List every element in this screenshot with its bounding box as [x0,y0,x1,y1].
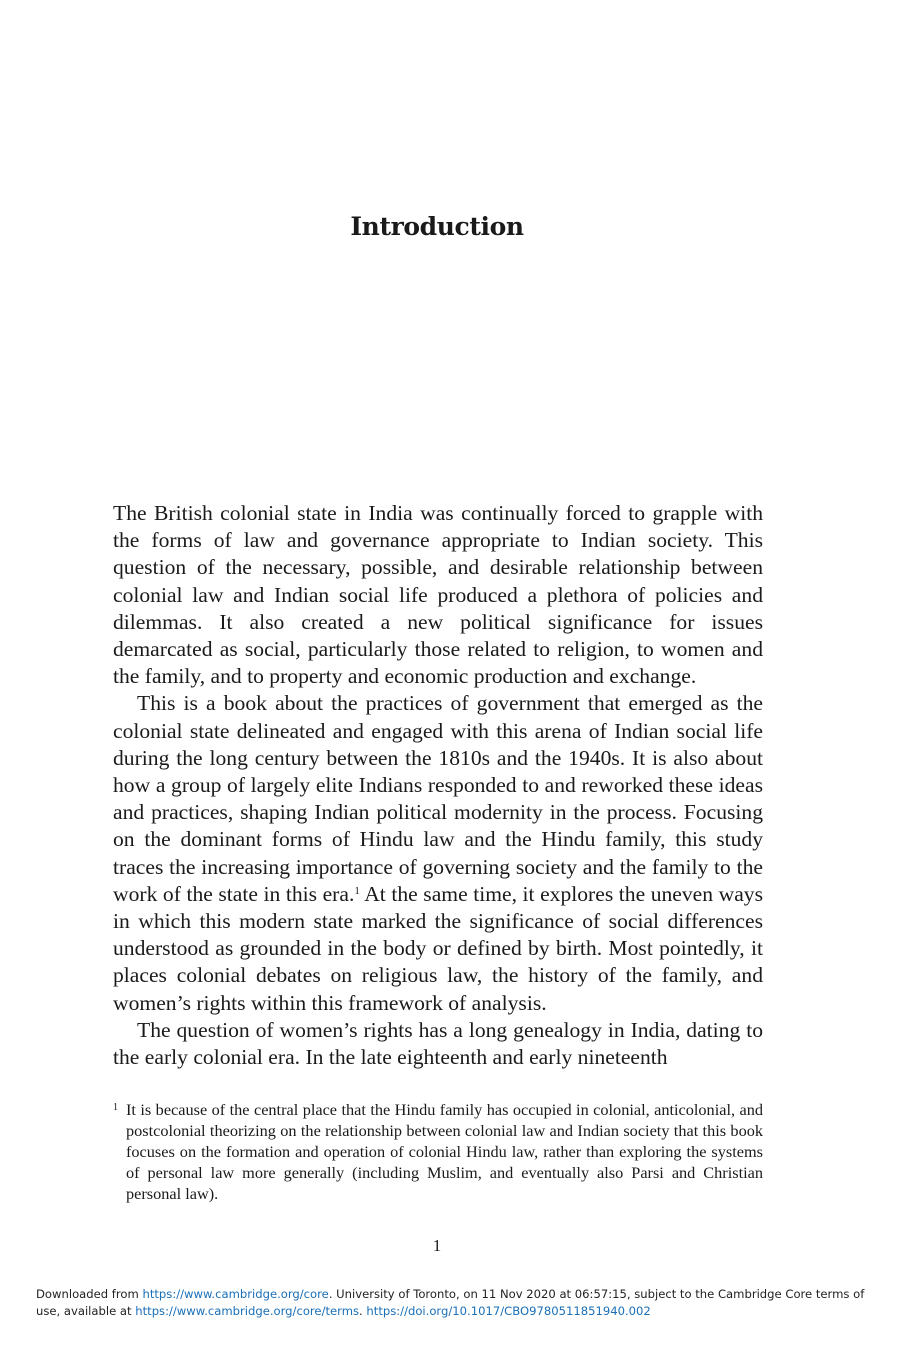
paragraph-1: The British colonial state in India was continually forced to grapple with the forms of law and governance appropriate to Indian society. This question of the necessary, possible, and desirable relationship between colonial law and Indian social life produced a plethora of policies and dilemmas. It also created a new political significance for issues demarcated as social, particularly those related to religion, to women and the family, and to property and economic production and exchange. [113,501,763,689]
paragraph-2-part-2: At the same time, it explores the uneven ways in which this modern state marked the significance of social differences understood as grounded in the body or defined by birth. Most pointedly, it places colonial debates on religious law, the history of the family, and women’s rights within this framework of analysis. [113,881,763,1015]
page-number: 1 [432,1236,442,1255]
chapter-title: Introduction [350,212,524,241]
doi-link[interactable]: https://doi.org/10.1017/CBO9780511851940.002 [366,1304,651,1318]
paragraph-2 [113,690,763,1016]
footnote [113,1099,763,1204]
download-notice-prefix: Downloaded from [36,1287,143,1301]
footnote-text: It is because of the central place that the Hindu family has occupied in colonial, anticolonial, and postcolonial theorizing on the relationship between colonial law and Indian society that this book focuses on the formation and operation of colonial Hindu law, rather than exploring the systems of personal law more generally (including Muslim, and eventually also Parsi and Christian personal law). [126,1100,763,1203]
paragraph-3: The question of women’s rights has a long genealogy in India, dating to the early colonial era. In the late eighteenth and early nineteenth [113,1017,763,1070]
terms-link[interactable]: https://www.cambridge.org/core/terms [135,1304,360,1318]
cambridge-core-link[interactable]: https://www.cambridge.org/core [142,1287,329,1301]
download-notice-middle: . University of Toronto, on 11 Nov 2020 at 06:57:15, subject to the Cambridge Core terms of use, available at [36,1287,865,1318]
download-notice-separator: . [359,1304,367,1318]
body-text [113,500,763,1071]
footnote-marker[interactable]: 1 [354,884,360,897]
footnote-number: 1 [113,1102,118,1113]
download-notice [36,1286,886,1320]
paragraph-2-part-1: This is a book about the practices of government that emerged as the colonial state delineated and engaged with this arena of Indian social life during the long century between the 1810s and the 1940s. It is also about how a group of largely elite Indians responded to and reworked these ideas and practices, shaping Indian political modernity in the process. Focusing on the dominant forms of Hindu law and the Hindu family, this study traces the increasing importance of governing society and the family to the work of the state in this era. [113,691,763,906]
